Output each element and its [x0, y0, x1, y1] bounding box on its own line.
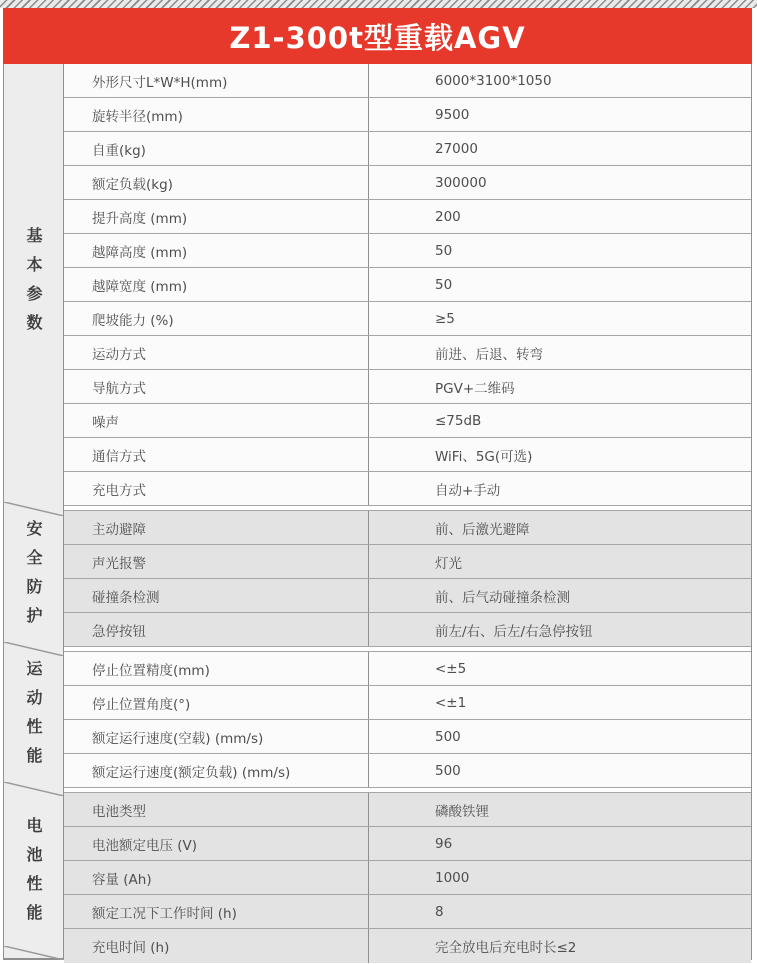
spec-value: 前、后气动碰撞条检测 — [368, 579, 751, 612]
spec-label: 充电方式 — [92, 482, 146, 499]
spec-row — [64, 302, 751, 336]
sidebar-diagonal-divider — [4, 641, 64, 655]
spec-value: 50 — [368, 234, 751, 267]
spec-label: 额定运行速度(额定负载) (mm/s) — [92, 764, 291, 781]
spec-label: 自重(kg) — [92, 142, 146, 159]
spec-value: 6000*3100*1050 — [368, 64, 751, 97]
spec-value: 27000 — [368, 132, 751, 165]
spec-label: 通信方式 — [92, 448, 146, 465]
spec-value: 自动+手动 — [368, 472, 751, 505]
spec-value: 前进、后退、转弯 — [368, 336, 751, 369]
spec-value: 前左/右、后左/右急停按钮 — [368, 613, 751, 646]
spec-value: <±1 — [368, 686, 751, 719]
spec-row — [64, 827, 751, 861]
spec-label: 停止位置精度(mm) — [92, 662, 210, 679]
spec-value: 200 — [368, 200, 751, 233]
spec-row — [64, 652, 751, 686]
sidebar-group-motion-performance: 运动性能 — [24, 660, 43, 776]
spec-value: 9500 — [368, 98, 751, 131]
spec-row — [64, 268, 751, 302]
spec-row — [64, 511, 751, 545]
sidebar-diagonal-divider — [4, 781, 64, 795]
spec-label: 导航方式 — [92, 380, 146, 397]
spec-row — [64, 98, 751, 132]
spec-row — [64, 545, 751, 579]
spec-value: 96 — [368, 827, 751, 860]
spec-row — [64, 438, 751, 472]
spec-label: 容量 (Ah) — [92, 871, 152, 888]
spec-label: 停止位置角度(°) — [92, 696, 191, 713]
spec-value: 50 — [368, 268, 751, 301]
spec-label: 额定运行速度(空载) (mm/s) — [92, 730, 264, 747]
page-title: Z1-300t型重载AGV — [3, 8, 752, 64]
hatch-strip-top — [0, 0, 757, 8]
spec-value: 磷酸铁锂 — [368, 793, 751, 826]
sidebar-group-battery-performance: 电池性能 — [24, 817, 43, 933]
sidebar-diagonal-divider — [4, 945, 64, 959]
spec-label: 爬坡能力 (%) — [92, 312, 174, 329]
spec-value: 500 — [368, 720, 751, 753]
spec-row — [64, 166, 751, 200]
spec-value: 300000 — [368, 166, 751, 199]
spec-table — [3, 64, 752, 960]
spec-value: <±5 — [368, 652, 751, 685]
spec-row — [64, 861, 751, 895]
spec-label: 急停按钮 — [92, 623, 146, 640]
spec-value: ≥5 — [368, 302, 751, 335]
spec-row — [64, 579, 751, 613]
spec-row — [64, 336, 751, 370]
spec-value: 500 — [368, 754, 751, 787]
spec-value: ≤75dB — [368, 404, 751, 437]
spec-row — [64, 895, 751, 929]
spec-value: PGV+二维码 — [368, 370, 751, 403]
spec-label: 电池额定电压 (V) — [92, 837, 198, 854]
section-battery-performance — [64, 792, 751, 963]
spec-sections — [64, 64, 751, 958]
section-motion-performance — [64, 651, 751, 788]
spec-label: 额定工况下工作时间 (h) — [92, 905, 237, 922]
spec-label: 碰撞条检测 — [92, 589, 160, 606]
sidebar-group-safety-protection: 安全防护 — [24, 520, 43, 636]
spec-row — [64, 613, 751, 647]
sidebar-diagonal-divider — [4, 501, 64, 515]
spec-row — [64, 793, 751, 827]
spec-label: 额定负载(kg) — [92, 176, 173, 193]
spec-label: 越障高度 (mm) — [92, 244, 188, 261]
spec-value: 1000 — [368, 861, 751, 894]
spec-value: WiFi、5G(可选) — [368, 438, 751, 471]
spec-label: 运动方式 — [92, 346, 146, 363]
spec-label: 旋转半径(mm) — [92, 108, 183, 125]
spec-label: 声光报警 — [92, 555, 146, 572]
spec-label: 噪声 — [92, 414, 119, 431]
section-basic-parameters — [64, 64, 751, 506]
spec-value: 前、后激光避障 — [368, 511, 751, 544]
spec-label: 充电时间 (h) — [92, 940, 170, 956]
spec-label: 主动避障 — [92, 521, 146, 538]
spec-row — [64, 686, 751, 720]
spec-row — [64, 754, 751, 788]
spec-row — [64, 234, 751, 268]
spec-label: 外形尺寸L*W*H(mm) — [92, 74, 228, 91]
spec-row — [64, 370, 751, 404]
group-sidebar — [4, 64, 64, 958]
spec-label: 提升高度 (mm) — [92, 210, 188, 227]
spec-value: 8 — [368, 895, 751, 928]
spec-row — [64, 200, 751, 234]
spec-row — [64, 64, 751, 98]
spec-row — [64, 404, 751, 438]
spec-row — [64, 472, 751, 506]
spec-row — [64, 929, 751, 963]
spec-value: 灯光 — [368, 545, 751, 578]
spec-label: 电池类型 — [92, 803, 146, 820]
sidebar-group-basic-parameters: 基本参数 — [24, 227, 43, 343]
spec-label: 越障宽度 (mm) — [92, 278, 188, 295]
section-safety-protection — [64, 510, 751, 647]
spec-row — [64, 720, 751, 754]
spec-row — [64, 132, 751, 166]
spec-value: 完全放电后充电时长≤2 — [368, 929, 751, 963]
